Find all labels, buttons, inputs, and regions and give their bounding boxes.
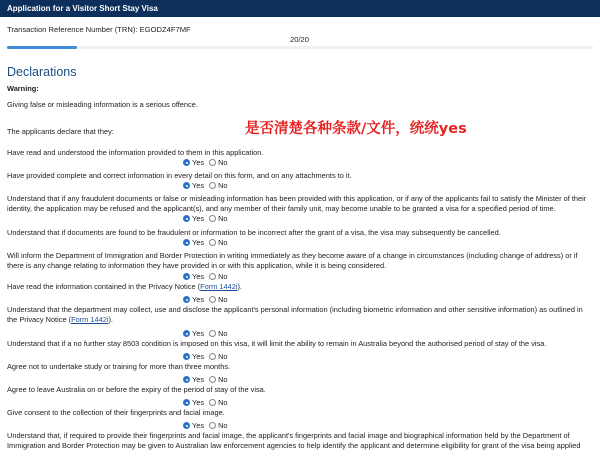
radio-yes-label[interactable]: Yes (192, 329, 205, 338)
yes-no-radio-group (183, 295, 233, 304)
declaration-text (7, 194, 593, 214)
radio-no[interactable] (209, 296, 216, 303)
radio-no[interactable] (209, 159, 216, 166)
radio-yes-label[interactable]: Yes (192, 295, 205, 304)
yes-no-radio-group (183, 421, 233, 430)
window-title: Application for a Visitor Short Stay Visa (7, 4, 158, 13)
page-title: Declarations (7, 65, 77, 79)
yes-no-radio-group (183, 398, 233, 407)
radio-no[interactable] (209, 273, 216, 280)
declaration-text (7, 305, 593, 325)
declaration-text-main: Have provided complete and correct information in every detail on this form, and on any attachments to it. (7, 171, 352, 180)
declaration-text (7, 362, 593, 372)
radio-yes[interactable] (183, 182, 190, 189)
declaration-text-main: Will inform the Department of Immigration and Border Protection in writing immediately as they become aware of a change in circumstances (including change of address) or if there is any change relating to information they have provided in or with this application, while it is being considered. (7, 251, 578, 270)
radio-no-label[interactable]: No (218, 238, 228, 247)
radio-yes[interactable] (183, 330, 190, 337)
declaration-text (7, 228, 593, 238)
declaration-text (7, 171, 593, 181)
radio-yes-label[interactable]: Yes (192, 181, 205, 190)
radio-no[interactable] (209, 182, 216, 189)
radio-yes[interactable] (183, 273, 190, 280)
radio-yes-label[interactable]: Yes (192, 352, 205, 361)
declaration-text-main: Agree to leave Australia on or before the expiry of the period of stay of the visa. (7, 385, 266, 394)
radio-no[interactable] (209, 239, 216, 246)
declaration-text (7, 282, 593, 292)
radio-no-label[interactable]: No (218, 272, 228, 281)
radio-no[interactable] (209, 215, 216, 222)
yes-no-radio-group (183, 352, 233, 361)
radio-yes-label[interactable]: Yes (192, 421, 205, 430)
warning-text: Giving false or misleading information is a serious offence. (7, 100, 198, 109)
radio-no-label[interactable]: No (218, 352, 228, 361)
progress-label: 20/20 (290, 35, 310, 44)
radio-yes-label[interactable]: Yes (192, 398, 205, 407)
radio-yes[interactable] (183, 376, 190, 383)
radio-no-label[interactable]: No (218, 375, 228, 384)
radio-no-label[interactable]: No (218, 214, 228, 223)
declaration-text-main: Understand that if documents are found to be fraudulent or information to be incorrect after the grant of a visa, the visa may subsequently be cancelled. (7, 228, 501, 237)
declaration-text (7, 408, 593, 418)
radio-yes[interactable] (183, 296, 190, 303)
radio-no-label[interactable]: No (218, 329, 228, 338)
declaration-text-main: Agree not to undertake study or training for more than three months. (7, 362, 231, 371)
transaction-reference: Transaction Reference Number (TRN): EGODZ4F7MF (7, 25, 191, 34)
declaration-text (7, 339, 593, 349)
handwritten-annotation: 是否清楚各种条款/文件，统统yes (245, 121, 467, 137)
declaration-text-main: Understand that the department may collect, use and disclose the applicant's personal information (including biometric information and other sensitive information) as outlined in the Privacy Notice ( (7, 305, 583, 324)
radio-yes-label[interactable]: Yes (192, 272, 205, 281)
radio-no[interactable] (209, 422, 216, 429)
radio-yes[interactable] (183, 399, 190, 406)
declaration-text-main: Understand that if a no further stay 8503 condition is imposed on this visa, it will limit the ability to remain in Australia beyond the authorised period of stay of the visa. (7, 339, 547, 348)
radio-yes[interactable] (183, 239, 190, 246)
radio-yes[interactable] (183, 422, 190, 429)
declaration-intro: The applicants declare that they: (7, 127, 114, 136)
radio-yes-label[interactable]: Yes (192, 238, 205, 247)
radio-no[interactable] (209, 399, 216, 406)
radio-yes[interactable] (183, 353, 190, 360)
declaration-text-main: Give consent to the collection of their fingerprints and facial image. (7, 408, 225, 417)
declaration-text-main: Have read the information contained in the Privacy Notice ( (7, 282, 201, 291)
radio-no-label[interactable]: No (218, 181, 228, 190)
radio-yes-label[interactable]: Yes (192, 214, 205, 223)
yes-no-radio-group (183, 375, 233, 384)
declaration-text-end: ). (108, 315, 113, 324)
progress-bar-fill (7, 46, 77, 49)
radio-yes-label[interactable]: Yes (192, 375, 205, 384)
yes-no-radio-group (183, 272, 233, 281)
declaration-text (7, 251, 593, 271)
warning-title: Warning: (7, 84, 39, 93)
form-1442i-link[interactable]: Form 1442i (71, 315, 109, 324)
radio-no-label[interactable]: No (218, 158, 228, 167)
radio-no-label[interactable]: No (218, 295, 228, 304)
radio-yes[interactable] (183, 215, 190, 222)
declaration-text (7, 431, 593, 451)
radio-yes-label[interactable]: Yes (192, 158, 205, 167)
radio-no[interactable] (209, 330, 216, 337)
declaration-text (7, 148, 593, 158)
yes-no-radio-group (183, 214, 233, 223)
form-1442i-link[interactable]: Form 1442i (200, 282, 238, 291)
yes-no-radio-group (183, 238, 233, 247)
radio-no[interactable] (209, 353, 216, 360)
radio-no-label[interactable]: No (218, 421, 228, 430)
declaration-text-main: Understand that, if required to provide their fingerprints and facial image, the applicant's fingerprints and facial image and biographical information held by the Department of Immigration and Border Protection may be given to Australian law enforcement agencies to help identify the applicant and determine eligibility for grant of the visa being applied (7, 431, 581, 450)
radio-no-label[interactable]: No (218, 398, 228, 407)
declaration-text-main: Have read and understood the information provided to them in this application. (7, 148, 264, 157)
yes-no-radio-group (183, 181, 233, 190)
declaration-text-main: Understand that if any fraudulent documents or false or misleading information has been provided with this application, or if any of the applicants fail to satisfy the Minister of their identity, the application may be refused and the applicant(s), and any member of their family unit, may become unable to be granted a visa for a specified period of time. (7, 194, 587, 213)
radio-yes[interactable] (183, 159, 190, 166)
declaration-text (7, 385, 593, 395)
yes-no-radio-group (183, 329, 233, 338)
radio-no[interactable] (209, 376, 216, 383)
declaration-text-end: ). (237, 282, 242, 291)
progress-bar (7, 46, 593, 49)
title-bar (0, 0, 600, 17)
yes-no-radio-group (183, 158, 233, 167)
